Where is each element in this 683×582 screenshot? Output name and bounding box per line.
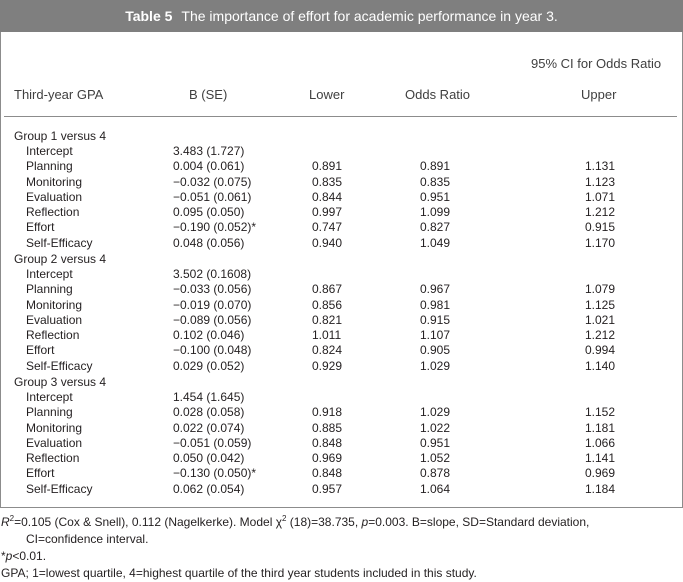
table-row xyxy=(0,144,683,159)
lower-cell: 0.848 xyxy=(312,435,343,450)
lower-cell: 0.940 xyxy=(312,235,343,250)
lower-cell: 0.747 xyxy=(312,220,343,235)
b-se-cell: 3.483 (1.727) xyxy=(173,144,245,158)
ci-header: 95% CI for Odds Ratio xyxy=(531,56,662,71)
lower-cell: 0.918 xyxy=(312,405,343,420)
lower-cell: 0.969 xyxy=(312,451,343,465)
odds-ratio-cell: 0.951 xyxy=(420,189,451,204)
row-label: Reflection xyxy=(26,328,80,342)
stats-note: $R^2=0.105$ (Cox & Snell), 0.112 (Nagelkerke). Model $\chi^2$ (18)=38.735, p=0.003. B=slope, SD=Standard deviation, xyxy=(1,514,590,529)
table-row xyxy=(0,159,683,174)
row-label: Intercept xyxy=(26,144,73,158)
b-se-cell: 1.454 (1.645) xyxy=(173,390,245,404)
lower-cell: 0.891 xyxy=(312,159,343,174)
row-label: Planning xyxy=(26,159,73,174)
col-header-gpa: Third-year GPA xyxy=(14,87,104,102)
row-label: Evaluation xyxy=(26,312,83,327)
odds-ratio-cell: 0.891 xyxy=(420,159,451,174)
upper-cell: 1.131 xyxy=(585,159,616,174)
b-se-cell: −0.130 (0.050)* xyxy=(173,466,257,481)
lower-cell: 0.821 xyxy=(312,312,343,327)
table-caption: The importance of effort for academic performance in year 3. xyxy=(181,8,558,24)
table-row xyxy=(0,328,683,343)
b-se-cell: 0.028 (0.058) xyxy=(173,405,245,420)
b-se-cell: −0.033 (0.056) xyxy=(173,282,252,297)
row-label: Effort xyxy=(26,466,55,481)
b-se-cell: −0.019 (0.070) xyxy=(173,297,252,312)
odds-ratio-cell: 1.099 xyxy=(420,205,451,219)
row-label: Evaluation xyxy=(26,435,83,450)
odds-ratio-cell: 1.029 xyxy=(420,405,451,420)
significance-note: *p<0.01. xyxy=(1,549,47,563)
table-row xyxy=(0,482,683,497)
table-row xyxy=(0,451,683,466)
lower-cell: 0.957 xyxy=(312,481,343,496)
b-se-cell: 0.102 (0.046) xyxy=(173,328,245,342)
b-se-cell: 0.004 (0.061) xyxy=(173,159,245,174)
table-row xyxy=(0,343,683,358)
col-header-lower: Lower xyxy=(309,87,345,102)
odds-ratio-cell: 0.905 xyxy=(420,343,451,358)
odds-ratio-cell: 0.951 xyxy=(420,435,451,450)
lower-cell: 0.835 xyxy=(312,174,343,189)
upper-cell: 1.079 xyxy=(585,282,616,297)
row-label: Intercept xyxy=(26,267,73,281)
row-label: Evaluation xyxy=(26,189,83,204)
upper-cell: 1.212 xyxy=(585,328,616,342)
odds-ratio-cell: 0.981 xyxy=(420,297,451,312)
b-se-cell: −0.051 (0.061) xyxy=(173,189,252,204)
table-row xyxy=(0,313,683,328)
table-row xyxy=(0,421,683,436)
odds-ratio-cell: 1.049 xyxy=(420,235,451,250)
table-row xyxy=(0,390,683,405)
row-label: Self-Efficacy xyxy=(26,481,93,496)
odds-ratio-cell: 1.107 xyxy=(420,328,451,342)
upper-cell: 1.141 xyxy=(585,451,616,465)
header-rule xyxy=(4,116,677,117)
row-label: Self-Efficacy xyxy=(26,235,93,250)
b-se-cell: 0.029 (0.052) xyxy=(173,358,245,373)
upper-cell: 1.184 xyxy=(585,481,616,496)
row-label: Planning xyxy=(26,405,73,420)
table-notes xyxy=(0,514,683,582)
col-header-upper: Upper xyxy=(581,87,617,102)
group-heading: Group 3 versus 4 xyxy=(14,375,107,389)
b-se-cell: 0.022 (0.074) xyxy=(173,420,245,435)
upper-cell: 0.994 xyxy=(585,343,616,358)
table-row xyxy=(0,436,683,451)
lower-cell: 1.011 xyxy=(312,328,342,342)
table-row xyxy=(0,236,683,251)
b-se-cell: −0.089 (0.056) xyxy=(173,312,252,327)
b-se-cell: 0.095 (0.050) xyxy=(173,205,245,219)
row-label: Monitoring xyxy=(26,297,83,312)
table-row xyxy=(0,190,683,205)
lower-cell: 0.848 xyxy=(312,466,343,481)
upper-cell: 1.212 xyxy=(585,205,616,219)
table-row xyxy=(0,220,683,235)
upper-cell: 1.181 xyxy=(585,420,616,435)
row-label: Self-Efficacy xyxy=(26,358,93,373)
table-row xyxy=(0,267,683,282)
row-label: Effort xyxy=(26,220,55,235)
odds-ratio-cell: 1.052 xyxy=(420,451,451,465)
odds-ratio-cell: 1.029 xyxy=(420,358,451,373)
ci-note: CI=confidence interval. xyxy=(26,532,149,546)
row-label: Monitoring xyxy=(26,174,83,189)
table-label: Table 5 xyxy=(125,8,173,24)
odds-ratio-cell: 1.022 xyxy=(420,420,451,435)
table-row xyxy=(0,405,683,420)
upper-cell: 1.071 xyxy=(585,189,616,204)
col-header-odds: Odds Ratio xyxy=(405,87,471,102)
group-heading: Group 2 versus 4 xyxy=(14,252,107,266)
row-label: Reflection xyxy=(26,451,80,465)
lower-cell: 0.867 xyxy=(312,282,343,297)
table-row xyxy=(0,175,683,190)
lower-cell: 0.997 xyxy=(312,205,343,219)
row-label: Intercept xyxy=(26,390,73,404)
upper-cell: 1.021 xyxy=(585,312,616,327)
col-header-b: B (SE) xyxy=(189,87,228,102)
row-label: Effort xyxy=(26,343,55,358)
row-label: Monitoring xyxy=(26,420,83,435)
b-se-cell: −0.032 (0.075) xyxy=(173,174,252,189)
upper-cell: 1.170 xyxy=(585,235,616,250)
upper-cell: 1.152 xyxy=(585,405,616,420)
lower-cell: 0.856 xyxy=(312,297,343,312)
lower-cell: 0.844 xyxy=(312,189,343,204)
table-title xyxy=(0,0,683,32)
upper-cell: 0.969 xyxy=(585,466,616,481)
odds-ratio-cell: 0.967 xyxy=(420,282,451,297)
b-se-cell: 0.062 (0.054) xyxy=(173,481,245,496)
table-row xyxy=(0,298,683,313)
lower-cell: 0.824 xyxy=(312,343,343,358)
odds-ratio-cell: 0.915 xyxy=(420,312,451,327)
odds-ratio-cell: 0.878 xyxy=(420,466,451,481)
table-row xyxy=(0,466,683,481)
table-row xyxy=(0,205,683,220)
upper-cell: 1.123 xyxy=(585,174,616,189)
upper-cell: 0.915 xyxy=(585,220,616,235)
b-se-cell: 0.048 (0.056) xyxy=(173,235,245,250)
upper-cell: 1.140 xyxy=(585,358,616,373)
lower-cell: 0.885 xyxy=(312,420,343,435)
group-heading: Group 1 versus 4 xyxy=(14,129,107,143)
row-label: Planning xyxy=(26,282,73,297)
table-row xyxy=(0,359,683,374)
gpa-note: GPA; 1=lowest quartile, 4=highest quartile of the third year students included in this study. xyxy=(1,566,477,580)
lower-cell: 0.929 xyxy=(312,358,343,373)
b-se-cell: −0.051 (0.059) xyxy=(173,435,252,450)
row-label: Reflection xyxy=(26,205,80,219)
odds-ratio-cell: 0.835 xyxy=(420,174,451,189)
odds-ratio-cell: 0.827 xyxy=(420,220,451,235)
b-se-cell: −0.190 (0.052)* xyxy=(173,220,257,235)
upper-cell: 1.125 xyxy=(585,297,616,312)
table-row xyxy=(0,282,683,297)
b-se-cell: 0.050 (0.042) xyxy=(173,451,245,465)
b-se-cell: 3.502 (0.1608) xyxy=(173,267,252,281)
b-se-cell: −0.100 (0.048) xyxy=(173,343,252,358)
odds-ratio-cell: 1.064 xyxy=(420,481,451,496)
upper-cell: 1.066 xyxy=(585,435,616,450)
